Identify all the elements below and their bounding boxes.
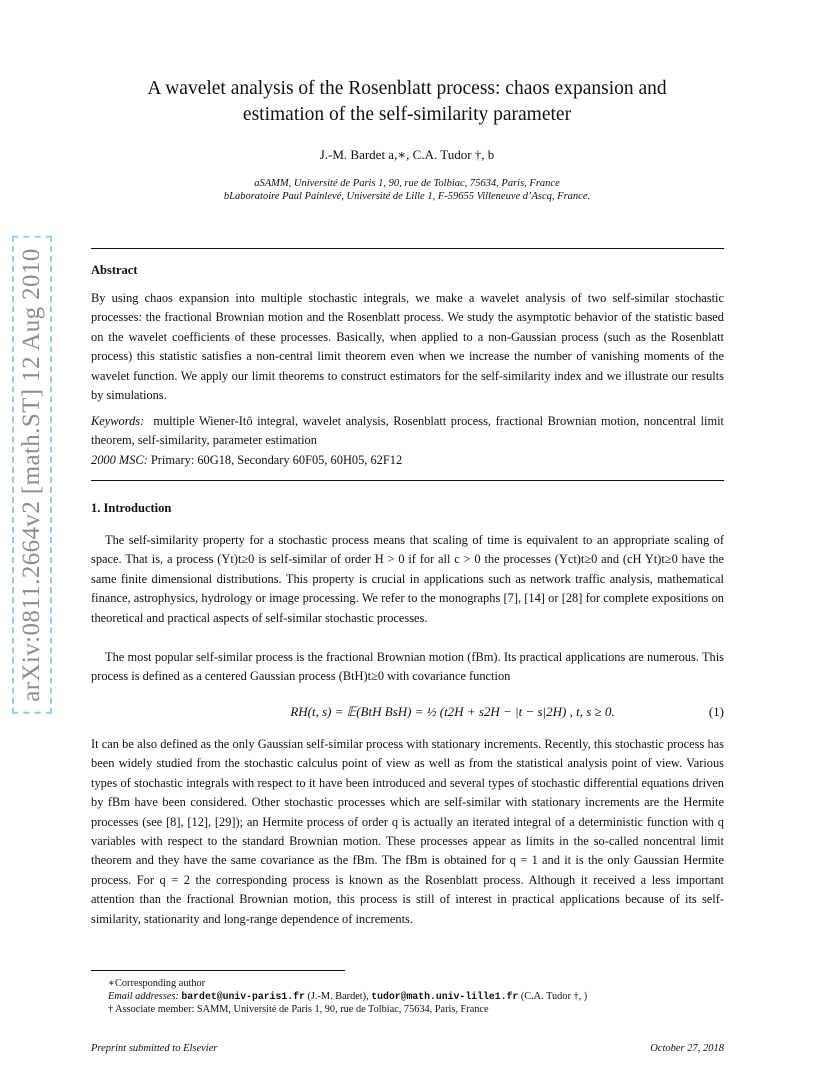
abstract-heading: Abstract (91, 263, 138, 277)
footnote-emails (108, 990, 587, 1003)
footer-preprint: Preprint submitted to Elsevier (91, 1043, 218, 1054)
footer-date: October 27, 2018 (650, 1043, 724, 1054)
affiliation-a: aSAMM, Université de Paris 1, 90, rue de Tolbiac, 75634, Paris, France (254, 178, 560, 189)
intro-paragraph-3: It can be also defined as the only Gaussian self-similar process with stationary increments. Recently, this stochastic process has been widely studied from the stochastic calculus point of view as well as from the statistical analysis point of view. Various types of stochastic integrals with respect to it have been introduced and several types of stochastic differential equations driven by fBm have been considered. Other stochastic processes which are self-similar with stationary increments are the Hermite processes (see [8], [12], [29]); an Hermite process of order q is actually an iterated integral of a deterministic function with q variables with respect to the standard Brownian motion. These processes appear as limits in the so-called noncentral limit theorem and they have the same covariance as the fBm. The fBm is obtained for q = 1 and it is the only Gaussian Hermite process. For q = 2 the corresponding process is known as the Rosenblatt process. Although it received a less important attention than the fractional Brownian motion, this process is still of interest in practical applications because of its self-similarity, stationarity and long-range dependence of increments. (91, 737, 724, 926)
email-link-bardet[interactable]: bardet@univ-paris1.fr (181, 991, 305, 1002)
keywords (91, 412, 724, 451)
keywords-list: multiple Wiener-Itô integral, wavelet analysis, Rosenblatt process, fractional Brownian motion, noncentral limit theorem, self-similarity, parameter estimation (91, 414, 724, 448)
affiliations (90, 177, 724, 203)
intro-paragraph-2: The most popular self-similar process is the fractional Brownian motion (fBm). Its practical applications are numerous. This process is defined as a centered Gaussian process (BtH)t≥0 with covariance function (91, 650, 724, 684)
abstract-text: By using chaos expansion into multiple stochastic integrals, we make a wavelet analysis of two self-similar stochastic processes: the fractional Brownian motion and the Rosenblatt process. We study the asymptotic behavior of the statistic based on the wavelet coefficients of these processes. Basically, when applied to a non-Gaussian process (such as the Rosenblatt process) this statistic satisfies a non-central limit theorem even when we increase the number of vanishing moments of the wavelet function. We apply our limit theorems to construct estimators for the self-similarity index and we illustrate our results by simulations. (91, 291, 724, 403)
keywords-label: Keywords: (91, 414, 145, 428)
section-heading-introduction: 1. Introduction (91, 501, 172, 515)
footnote-divider (91, 970, 345, 971)
arxiv-identifier[interactable]: arXiv:0811.2664v2 [math.ST] 12 Aug 2010 (12, 236, 52, 714)
bottom-divider (91, 480, 724, 481)
title-line-1: A wavelet analysis of the Rosenblatt process: chaos expansion and (147, 78, 667, 99)
footnote-corresponding: ∗Corresponding author (108, 978, 206, 989)
email-link-tudor[interactable]: tudor@math.univ-lille1.fr (371, 991, 519, 1002)
footnote-associate: † Associate member: SAMM, Université de Paris 1, 90, rue de Tolbiac, 75634, Paris, France (108, 1004, 489, 1015)
authors-line: J.-M. Bardet a,∗, C.A. Tudor †, b (319, 147, 495, 162)
msc-label: 2000 MSC: (91, 453, 148, 467)
paper-title (90, 76, 724, 128)
arxiv-sidebar (8, 240, 56, 710)
email-owner-tudor: (C.A. Tudor †, ) (520, 991, 588, 1002)
msc-codes (91, 451, 724, 470)
affiliation-b: bLaboratoire Paul Painlevé, Université de Lille 1, F-59655 Villeneuve d’Ascq, France. (223, 191, 591, 202)
title-line-2: estimation of the self-similarity parameter (242, 104, 572, 125)
msc-list: Primary: 60G18, Secondary 60F05, 60H05, 62F12 (150, 453, 403, 467)
equation-body: RH(t, s) = 𝔼(BtH BsH) = ½ (t2H + s2H − |t − s|2H) , t, s ≥ 0. (290, 704, 615, 719)
email-label: Email addresses: (108, 991, 179, 1002)
top-divider (91, 248, 724, 249)
email-owner-bardet: (J.-M. Bardet), (307, 991, 369, 1002)
intro-paragraph-1: The self-similarity property for a stochastic process means that scaling of time is equivalent to an appropriate scaling of space. That is, a process (Yt)t≥0 is self-similar of order H > 0 if for all c > 0 the processes (Yct)t≥0 and (cH Yt)t≥0 have the same finite dimensional distributions. This property is crucial in applications such as network traffic analysis, mathematical finance, astrophysics, hydrology or image processing. We refer to the monographs [7], [14] or [28] for complete expositions on theoretical and practical aspects of self-similar stochastic processes. (91, 533, 724, 625)
equation-1 (91, 700, 724, 728)
equation-number: (1) (708, 704, 724, 719)
